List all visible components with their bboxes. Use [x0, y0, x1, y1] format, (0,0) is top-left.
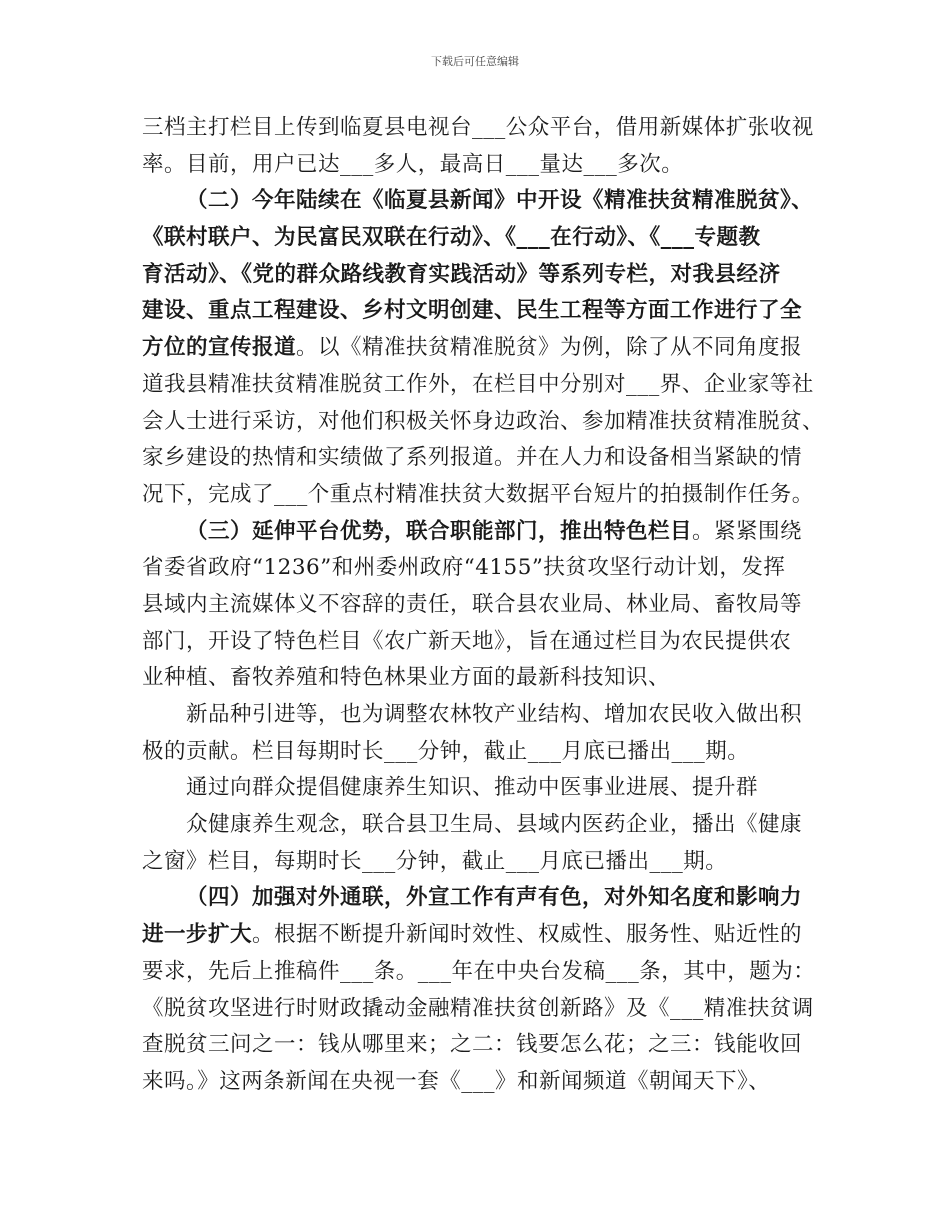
body-text: 况下，完成了___个重点村精准扶贫大数据平台短片的拍摄制作任务。	[142, 481, 814, 507]
text-line	[142, 1064, 822, 1101]
text-line	[142, 147, 822, 184]
text-line	[142, 770, 822, 807]
body-text: 新品种引进等，也为调整农林牧产业结构、增加农民收入做出积	[186, 702, 803, 727]
text-line	[142, 220, 822, 257]
body-text: 县域内主流媒体义不容辞的责任，联合县农业局、林业局、畜牧局等	[142, 591, 803, 617]
text-line	[142, 917, 822, 954]
body-text: 省委省政府“1236”和州委州政府“4155”扶贫攻坚行动计划，发挥	[142, 555, 786, 581]
text-line	[142, 367, 822, 404]
bold-text: （四）加强对外通联，外宣工作有声有色，对外知名度和影响力	[186, 885, 803, 911]
body-text: 《脱贫攻坚进行时财政撬动金融精准扶贫创新路》及《___精准扶贫调	[142, 995, 814, 1021]
text-line	[142, 697, 822, 734]
page-header: 下载后可任意编辑	[431, 55, 519, 68]
body-text: 三档主打栏目上传到临夏县电视台___公众平台，借用新媒体扩张收视	[142, 115, 814, 140]
body-text: 查脱贫三问之一：钱从哪里来；之二：钱要怎么花；之三：钱能收回	[142, 1032, 803, 1058]
body-text: 会人士进行采访，对他们积极关怀身边政治、参加精准扶贫精准脱贫、	[142, 408, 825, 434]
text-line	[142, 660, 822, 697]
text-line	[142, 330, 822, 367]
text-line	[142, 293, 822, 330]
body-text: 家乡建设的热情和实绩做了系列报道。并在人力和设备相当紧缺的情	[142, 445, 803, 471]
bold-text: （二）今年陆续在《临夏县新闻》中开设《精准扶贫精准脱贫》、	[186, 188, 814, 214]
text-line	[142, 807, 822, 844]
bold-text: （三）延伸平台优势，联合职能部门，推出特色栏目	[186, 518, 693, 544]
text-line	[142, 404, 825, 441]
body-text: 。以《精准扶贫精准脱贫》为例，除了从不同角度报	[296, 335, 803, 361]
text-line	[142, 844, 822, 881]
text-line	[142, 954, 822, 991]
text-line	[142, 1027, 822, 1064]
text-line	[142, 587, 822, 624]
text-line	[142, 991, 822, 1028]
body-text: 业种植、畜牧养殖和特色林果业方面的最新科技知识、	[142, 665, 671, 691]
text-line	[142, 440, 822, 477]
body-text: 之窗》栏目，每期时长___分钟，截止___月底已播出___期。	[142, 848, 728, 874]
document-body	[142, 110, 825, 1101]
text-line	[142, 550, 822, 587]
body-text: 来吗。》这两条新闻在央视一套《___》和新闻频道《朝闻天下》、	[142, 1068, 771, 1094]
text-line	[142, 110, 822, 147]
text-line	[142, 477, 822, 514]
body-text: 众健康养生观念，联合县卫生局、县域内医药企业，播出《健康	[186, 812, 803, 838]
text-line	[142, 734, 822, 771]
bold-text: 《联村联户、为民富民双联在行动》、《___在行动》、《___专题教	[142, 225, 761, 251]
bold-text: 育活动》、《党的群众路线教育实践活动》等系列专栏，对我县经济	[142, 261, 781, 287]
body-text: 。紧紧围绕	[692, 518, 803, 544]
text-line	[142, 257, 822, 294]
text-line	[142, 514, 822, 551]
body-text: 部门，开设了特色栏目《农广新天地》，旨在通过栏目为农民提供农	[142, 628, 792, 654]
text-line	[142, 183, 822, 220]
text-line	[142, 880, 822, 917]
body-text: 要求，先后上推稿件___条。___年在中央台发稿___条，其中，题为：	[142, 958, 816, 984]
bold-text: 建设、重点工程建设、乡村文明创建、民生工程等方面工作进行了全	[142, 298, 803, 324]
bold-text: 进一步扩大	[142, 922, 253, 948]
bold-text: 方位的宣传报道	[142, 335, 297, 361]
text-line	[142, 624, 822, 661]
body-text: 。根据不断提升新闻时效性、权威性、服务性、贴近性的	[252, 922, 803, 948]
body-text: 极的贡献。栏目每期时长___分钟，截止___月底已播出___期。	[142, 738, 750, 764]
body-text: 通过向群众提倡健康养生知识、推动中医事业进展、提升群	[186, 775, 759, 801]
body-text: 道我县精准扶贫精准脱贫工作外，在栏目中分别对___界、企业家等社	[142, 371, 814, 397]
body-text: 率。目前，用户已达___多人，最高日___量达___多次。	[142, 151, 684, 177]
